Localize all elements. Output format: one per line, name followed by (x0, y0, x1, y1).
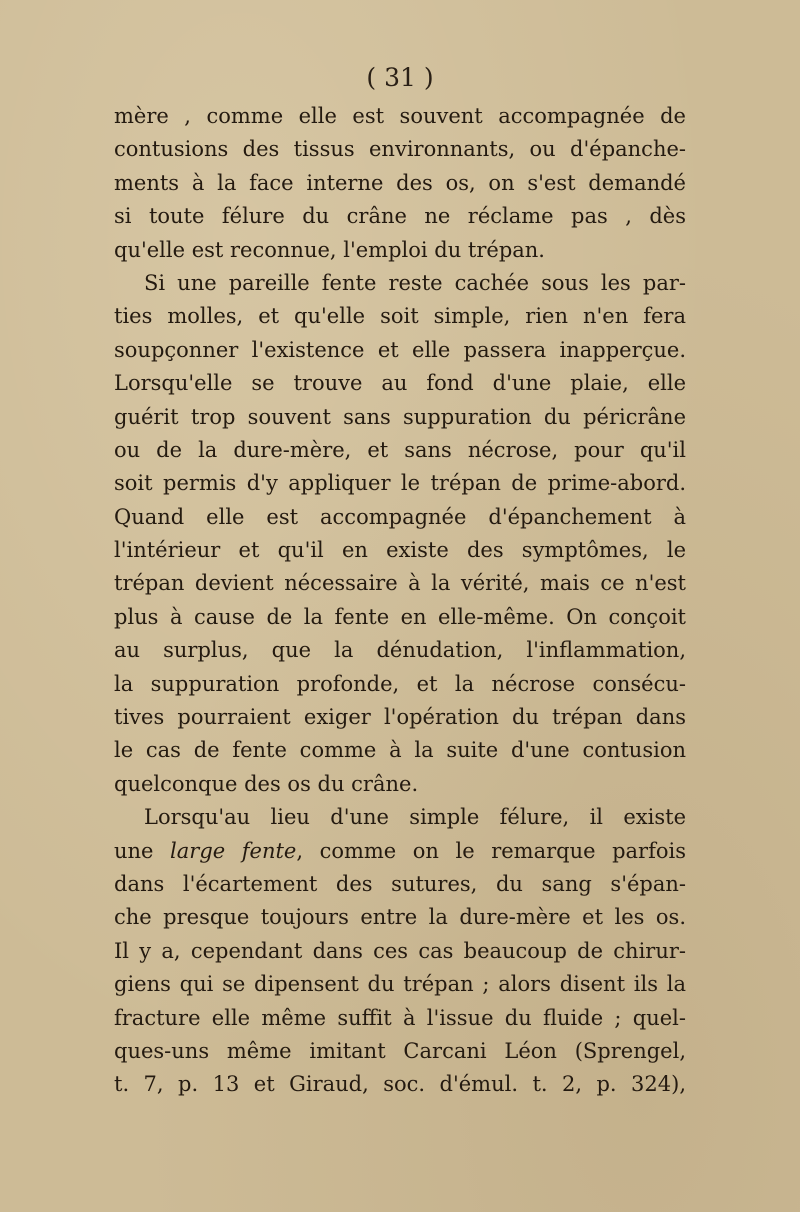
text-line: le cas de fente comme à la suite d'une contusion (114, 738, 686, 763)
text-line: tives pourraient exiger l'opération du trépan dans (114, 705, 686, 730)
page-number: ( 31 ) (366, 63, 434, 92)
text-line: guérit trop souvent sans suppuration du péricrâne (114, 404, 686, 429)
text-line: trépan devient nécessaire à la vérité, mais ce n'est (114, 571, 686, 596)
text-line: Il y a, cependant dans ces cas beaucoup de chirur- (114, 938, 686, 963)
text-fragment: , comme on le remarque parfois (296, 838, 687, 863)
text-line: fracture elle même suffit à l'issue du fluide ; quel- (114, 1005, 686, 1030)
text-line: Lorsqu'au lieu d'une simple félure, il existe (144, 805, 686, 830)
text-line: che presque toujours entre la dure-mère et les os. (114, 905, 686, 930)
text-line: qu'elle est reconnue, l'emploi du trépan. (114, 237, 545, 262)
text-line: plus à cause de la fente en elle-même. On conçoit (114, 604, 686, 629)
text-line: Quand elle est accompagnée d'épanchement à (114, 504, 686, 529)
text-line: ou de la dure-mère, et sans nécrose, pour qu'il (114, 437, 686, 462)
text-line: t. 7, p. 13 et Giraud, soc. d'émul. t. 2, p. 324), (114, 1072, 686, 1097)
text-line: quelconque des os du crâne. (114, 771, 419, 796)
text-line: si toute félure du crâne ne réclame pas , dès (114, 204, 686, 229)
text-line: soupçonner l'existence et elle passera inapperçue. (114, 337, 686, 362)
text-line: ques-uns même imitant Carcani Léon (Sprengel, (114, 1038, 686, 1063)
text-line: dans l'écartement des sutures, du sang s'épan- (114, 871, 686, 896)
text-line: ties molles, et qu'elle soit simple, rien n'en fera (114, 304, 686, 329)
text-line-with-italic (114, 835, 686, 868)
text-line: Lorsqu'elle se trouve au fond d'une plaie, elle (114, 371, 686, 396)
body-text (114, 100, 686, 1102)
text-line: contusions des tissus environnants, ou d'épanche- (114, 137, 686, 162)
text-line: la suppuration profonde, et la nécrose consécu- (114, 671, 686, 696)
text-line: giens qui se dipensent du trépan ; alors disent ils la (114, 972, 686, 997)
paragraph-1 (114, 100, 686, 267)
paragraph-2 (114, 267, 686, 801)
text-line: ments à la face interne des os, on s'est demandé (114, 170, 686, 195)
text-line: l'intérieur et qu'il en existe des symptômes, le (114, 538, 686, 563)
text-line: mère , comme elle est souvent accompagnée de (114, 104, 686, 128)
text-line: au surplus, que la dénudation, l'inflammation, (114, 638, 686, 663)
text-line: Si une pareille fente reste cachée sous les par- (144, 270, 686, 295)
text-fragment: une (114, 838, 171, 863)
paragraph-3 (114, 801, 686, 1102)
italic-phrase: large fente (170, 838, 297, 863)
text-line: soit permis d'y appliquer le trépan de prime-abord. (114, 471, 686, 496)
